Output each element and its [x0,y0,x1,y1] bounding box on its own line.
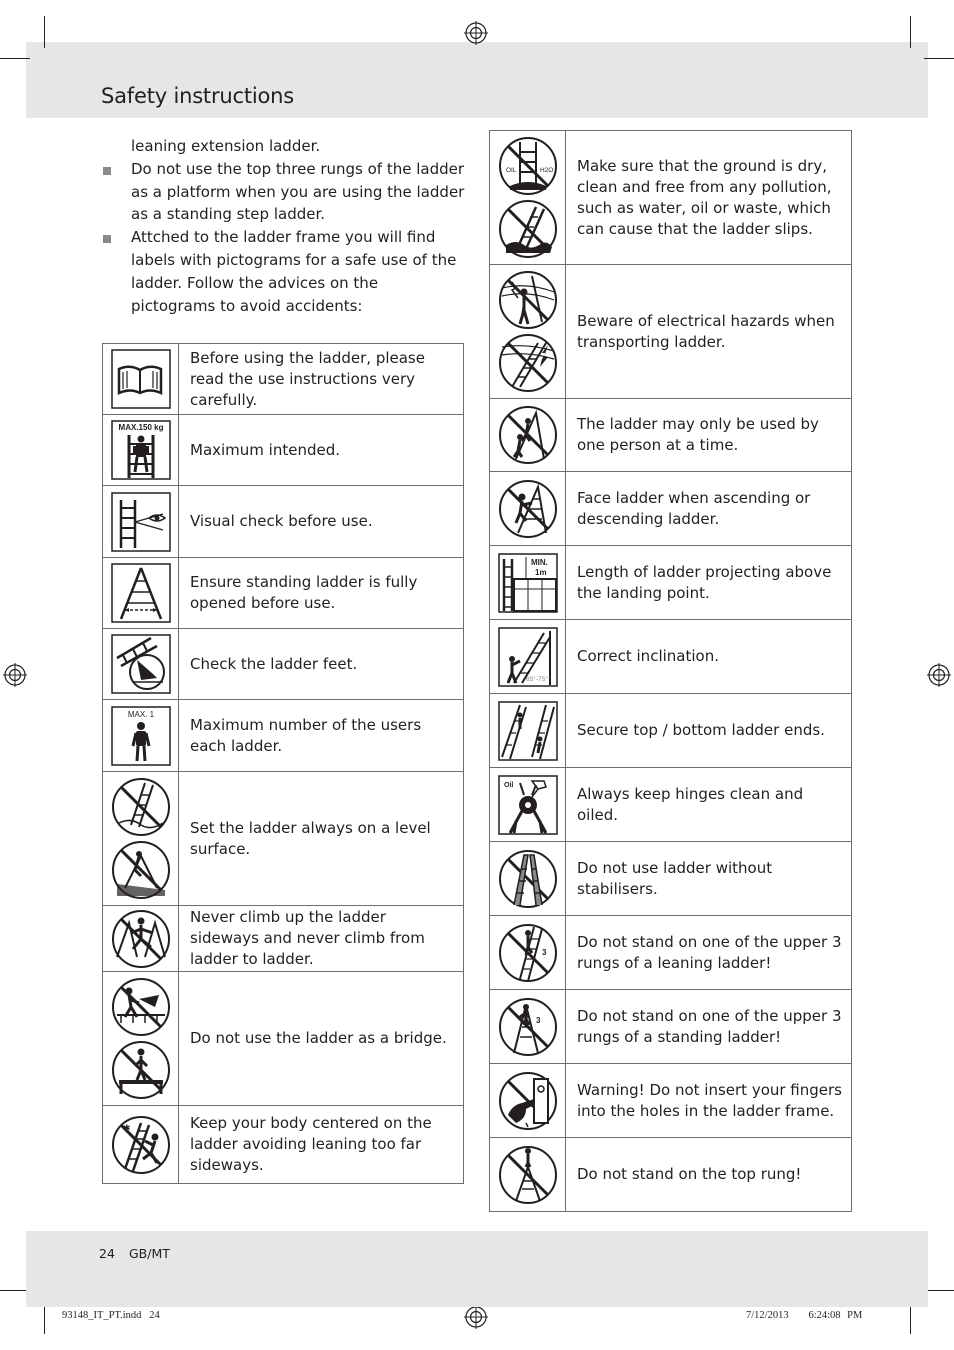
row-text: Maximum number of the users each ladder. [179,700,464,772]
right-pictogram-table [489,130,852,1212]
svg-text:H2O: H2O [539,167,553,174]
crop-mark [44,16,45,48]
left-pictogram-table [102,343,464,1184]
hinges-oil-icon [498,775,558,835]
table-row [490,694,852,768]
face-ladder-icon [498,479,558,539]
row-text: Check the ladder feet. [179,629,464,700]
table-row [103,486,464,558]
book-icon [111,349,171,409]
table-row [103,629,464,700]
row-text: Keep your body centered on the ladder avoiding leaning too far sideways. [179,1106,464,1184]
crop-mark [924,1290,954,1291]
table-row [490,768,852,842]
upper-rungs-leaning-icon [498,923,558,983]
table-row [490,546,852,620]
row-text: Do not stand on one of the upper 3 rungs of a leaning ladder! [566,916,852,990]
svg-text:1m: 1m [534,567,547,577]
max-load-icon [111,420,171,480]
slug-datetime: 7/12/2013 6:24:08 PM [746,1310,863,1321]
table-row [490,990,852,1064]
slippery-ground-icon [498,136,558,196]
crop-mark [924,58,954,59]
row-text: Do not use ladder without stabilisers. [566,842,852,916]
table-row [490,620,852,694]
table-row [103,344,464,415]
bullet-square-icon [103,167,111,175]
bullet-item [102,158,467,226]
slippery-ground-icon [498,199,558,259]
table-row [490,265,852,399]
page-language-code: GB/MT [129,1246,170,1261]
intro-text [102,135,467,317]
visual-check-icon [111,492,171,552]
no-leaning-icon [111,1115,171,1175]
registration-mark-icon [3,663,27,687]
row-text: Make sure that the ground is dry, clean and free from any pollution, such as water, oil or waste, which can cause that the ladder slips. [566,131,852,265]
footer-band [26,1231,928,1307]
secure-ends-icon [498,701,558,761]
projection-length-icon [498,553,558,613]
row-text: Set the ladder always on a level surface. [179,772,464,906]
table-row [103,1106,464,1184]
row-text: Beware of electrical hazards when transporting ladder. [566,265,852,399]
step-ladder-open-icon [111,563,171,623]
table-row [490,916,852,990]
svg-text:MAX. 1: MAX. 1 [127,709,154,719]
table-row [490,1138,852,1212]
row-text: Correct inclination. [566,620,852,694]
electrical-hazard-icon [498,333,558,393]
one-person-icon [498,405,558,465]
registration-mark-icon [464,21,488,45]
table-row [490,131,852,265]
table-row [103,972,464,1106]
crop-mark [910,16,911,48]
level-surface-icon [111,840,171,900]
intro-continuation: leaning extension ladder. [131,137,321,155]
row-text: The ladder may only be used by one person at a time. [566,399,852,472]
row-text: Do not use the ladder as a bridge. [179,972,464,1106]
row-text: Do not stand on the top rung! [566,1138,852,1212]
table-row [103,415,464,486]
row-text: Visual check before use. [179,486,464,558]
svg-text:3: 3 [535,1015,540,1025]
svg-text:MAX.150 kg: MAX.150 kg [118,423,163,432]
row-text: Before using the ladder, please read the use instructions very carefully. [179,344,464,415]
svg-text:OIL: OIL [505,167,516,174]
row-text: Secure top / bottom ladder ends. [566,694,852,768]
table-row [103,700,464,772]
registration-mark-icon [464,1305,488,1329]
no-bridge-icon [111,977,171,1037]
table-row [490,842,852,916]
electrical-hazard-icon [498,270,558,330]
max-users-icon [111,706,171,766]
level-surface-icon [111,777,171,837]
row-text: Length of ladder projecting above the landing point. [566,546,852,620]
no-bridge-icon [111,1040,171,1100]
row-text: Maximum intended. [179,415,464,486]
bullet-item [102,226,467,317]
bullet-square-icon [103,235,111,243]
row-text: Face ladder when ascending or descending ladder. [566,472,852,546]
slug-file-name: 93148_IT_PT.indd 24 [62,1310,160,1321]
svg-text:65°-75°: 65°-75° [525,675,548,683]
table-row [103,906,464,972]
table-row [490,399,852,472]
no-fingers-icon [498,1071,558,1131]
registration-mark-icon [927,663,951,687]
inclination-icon [498,627,558,687]
svg-text:MIN.: MIN. [530,557,548,567]
row-text: Always keep hinges clean and oiled. [566,768,852,842]
page-number: 24 [99,1246,115,1261]
upper-rungs-standing-icon [498,997,558,1057]
table-row [490,1064,852,1138]
svg-text:Oil: Oil [503,781,513,789]
table-row [490,472,852,546]
table-row [103,772,464,906]
page-title: Safety instructions [101,84,295,108]
no-sideways-climb-icon [111,909,171,969]
svg-text:✱: ✱ [122,1122,131,1133]
crop-mark [0,58,30,59]
row-text: Do not stand on one of the upper 3 rungs of a standing ladder! [566,990,852,1064]
no-top-rung-icon [498,1145,558,1205]
row-text: Warning! Do not insert your fingers into the holes in the ladder frame. [566,1064,852,1138]
bullet-text: Do not use the top three rungs of the ladder as a platform when you are using the ladder as a standing step ladder. [131,159,465,224]
no-stabilisers-icon [498,849,558,909]
svg-text:3: 3 [541,947,546,957]
row-text: Ensure standing ladder is fully opened before use. [179,558,464,629]
row-text: Never climb up the ladder sideways and never climb from ladder to ladder. [179,906,464,972]
bullet-text: Attched to the ladder frame you will find labels with pictograms for a safe use of the ladder. Follow the advices on the pictograms to avoid accidents: [131,228,457,315]
ladder-feet-icon [111,634,171,694]
table-row [103,558,464,629]
